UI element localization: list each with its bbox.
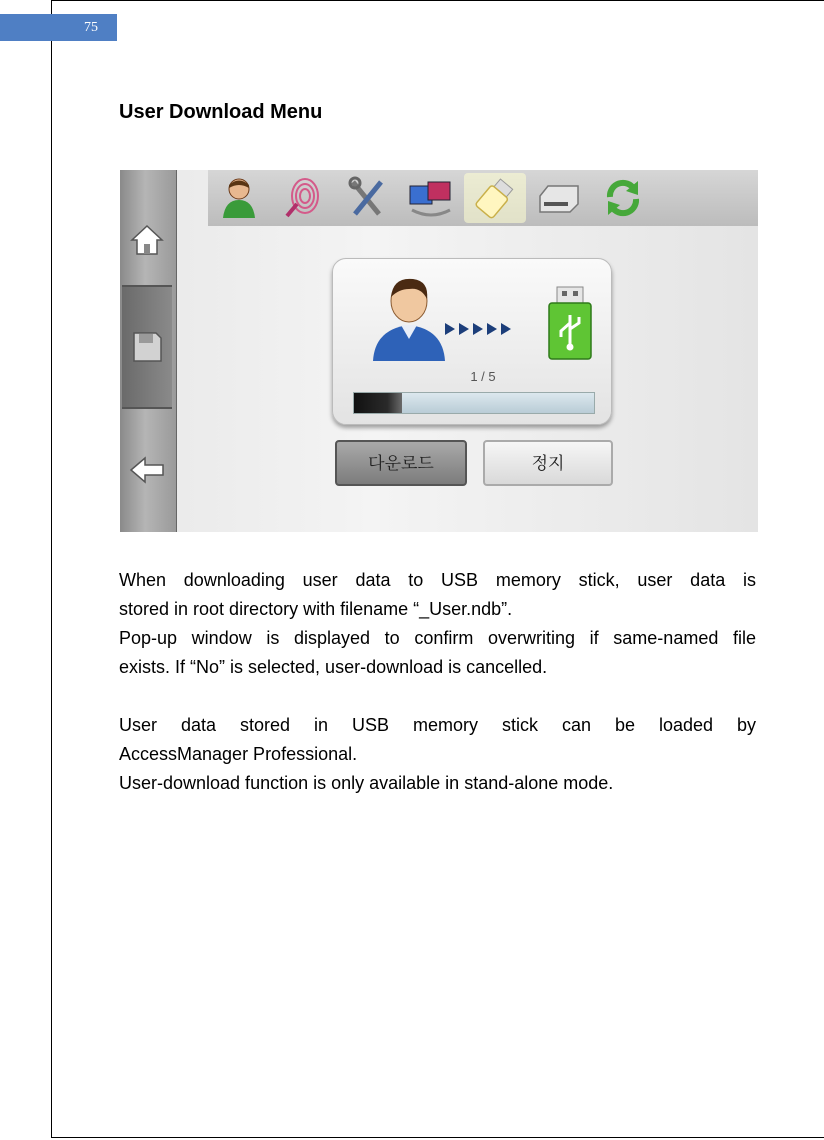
network-menu-button[interactable] (400, 173, 462, 223)
tools-icon (347, 176, 387, 220)
progress-count: 1 / 5 (470, 369, 496, 384)
user-icon (219, 176, 259, 220)
device-screenshot (120, 170, 758, 532)
refresh-menu-button[interactable] (592, 173, 654, 223)
stop-button[interactable]: 정지 (483, 440, 613, 486)
download-button[interactable]: 다운로드 (335, 440, 467, 486)
download-progress-dialog (332, 258, 612, 425)
progress-bar (353, 392, 595, 414)
paragraph-line: User data stored in USB memory stick can be loaded by (119, 715, 756, 735)
top-menu-bar (208, 170, 758, 226)
back-button[interactable] (122, 415, 172, 525)
arrow-icon (501, 323, 511, 335)
page-title: User Download Menu (119, 101, 323, 123)
arrow-icon (487, 323, 497, 335)
refresh-icon (602, 177, 644, 219)
paragraph-line: When downloading user data to USB memory stick, user data is (119, 570, 756, 590)
paragraph-line: AccessManager Professional. (119, 744, 358, 764)
arrow-icon (459, 323, 469, 335)
arrow-icon (445, 323, 455, 335)
back-arrow-icon (129, 455, 165, 485)
printer-menu-button[interactable] (528, 173, 590, 223)
paragraph-line: User-download function is only available in stand-alone mode. (119, 773, 614, 793)
network-icon (406, 176, 456, 220)
side-navigation (120, 170, 177, 532)
page-number: 75 (0, 14, 117, 41)
settings-menu-button[interactable] (336, 173, 398, 223)
arrow-icon (473, 323, 483, 335)
fingerprint-menu-button[interactable] (272, 173, 334, 223)
progress-bar-fill (354, 393, 402, 413)
save-button[interactable] (122, 285, 172, 409)
transfer-arrows (445, 323, 511, 335)
paragraph-line: exists. If “No” is selected, user-download is cancelled. (119, 657, 548, 677)
save-icon (131, 330, 163, 364)
person-icon (369, 273, 449, 363)
fingerprint-icon (283, 176, 323, 220)
paragraph-line: stored in root directory with filename “_User.ndb”. (119, 599, 513, 619)
usb-menu-button[interactable] (464, 173, 526, 223)
usb-stick-icon (473, 176, 517, 220)
usb-drive-icon (545, 283, 595, 365)
home-button[interactable] (122, 190, 172, 290)
home-icon (130, 223, 164, 257)
paragraph-line: Pop-up window is displayed to confirm overwriting if same-named file (119, 628, 756, 648)
printer-icon (534, 176, 584, 220)
user-menu-button[interactable] (208, 173, 270, 223)
